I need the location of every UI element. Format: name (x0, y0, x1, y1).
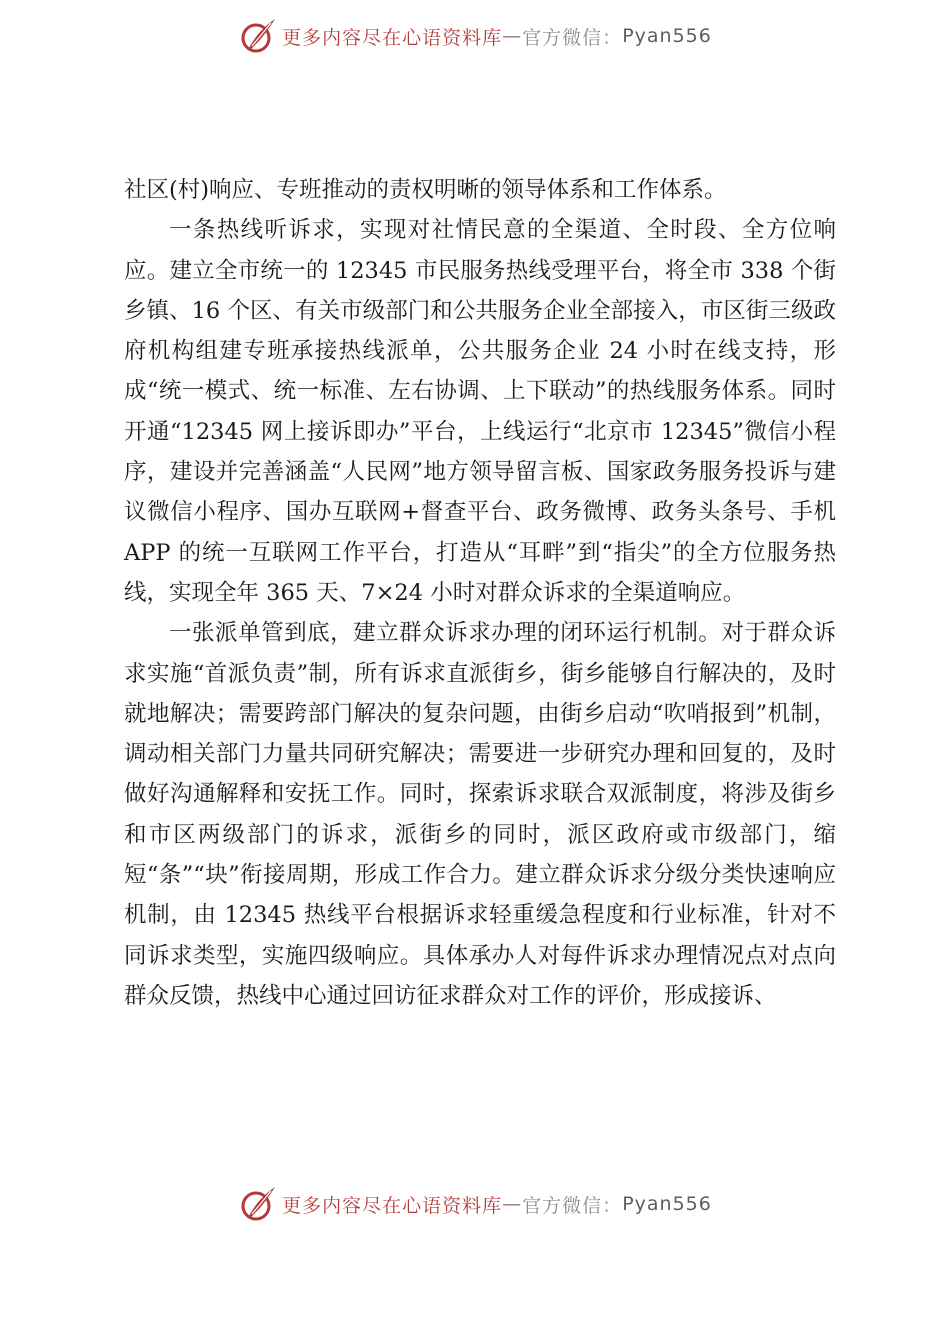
paragraph-dispatch: 一张派单管到底，建立群众诉求办理的闭环运行机制。对于群众诉求实施“首派负责”制，所有诉求直派街乡，街乡能够自行解决的，及时就地解决；需要跨部门解决的复杂问题，由街乡启动“吹哨报到”机制，调动相关部门力量共同研究解决；需要进一步研究办理和回复的，及时做好沟通解释和安抚工作。同时，探索诉求联合双派制度，将涉及街乡和市区两级部门的诉求，派街乡的同时，派区政府或市级部门，缩短“条”“块”衔接周期，形成工作合力。建立群众诉求分级分类快速响应机制，由 12345 热线平台根据诉求轻重缓急程度和行业标准，针对不同诉求类型，实施四级响应。具体承办人对每件诉求办理情况点对点向群众反馈，热线中心通过回访征求群众对工作的评价，形成接诉、 (124, 620, 836, 1009)
header-banner (0, 14, 950, 58)
paragraph-hotline: 一条热线听诉求，实现对社情民意的全渠道、全时段、全方位响应。建立全市统一的 12345 市民服务热线受理平台，将全市 338 个街乡镇、16 个区、有关市级部门和公共服务企业全部接入，市区街三级政府机构组建专班承接热线派单，公共服务企业 24 小时在线支持，形成“统一模式、统一标准、左右协调、上下联动”的热线服务体系。同时开通“12345 网上接诉即办”平台，上线运行“北京市 12345”微信小程序，建设并完善涵盖“人民网”地方领导留言板、国家政务服务投诉与建议微信小程序、国办互联网+督查平台、政务微博、政务头条号、手机 APP 的统一互联网工作平台，打造从“耳畔”到“指尖”的全方位服务热线，实现全年 365 天、7×24 小时对群众诉求的全渠道响应。 (124, 217, 836, 606)
paragraph-continuation: 社区(村)响应、专班推动的责权明晰的领导体系和工作体系。 (124, 177, 727, 203)
footer-wechat-label: 官方微信： (522, 1194, 623, 1217)
footer-banner-separator: — (502, 1193, 523, 1215)
header-banner-separator: — (502, 25, 523, 47)
footer-banner (0, 1182, 950, 1226)
header-wechat-id: Pyan556 (622, 25, 712, 47)
quill-pen-logo-icon (238, 1184, 278, 1224)
header-banner-title: 更多内容尽在心语资料库 (282, 26, 503, 49)
quill-pen-logo-icon (238, 16, 278, 56)
header-wechat-label: 官方微信： (522, 26, 623, 49)
footer-banner-title: 更多内容尽在心语资料库 (282, 1194, 503, 1217)
document-body (124, 170, 836, 1016)
footer-wechat-id: Pyan556 (622, 1193, 712, 1215)
